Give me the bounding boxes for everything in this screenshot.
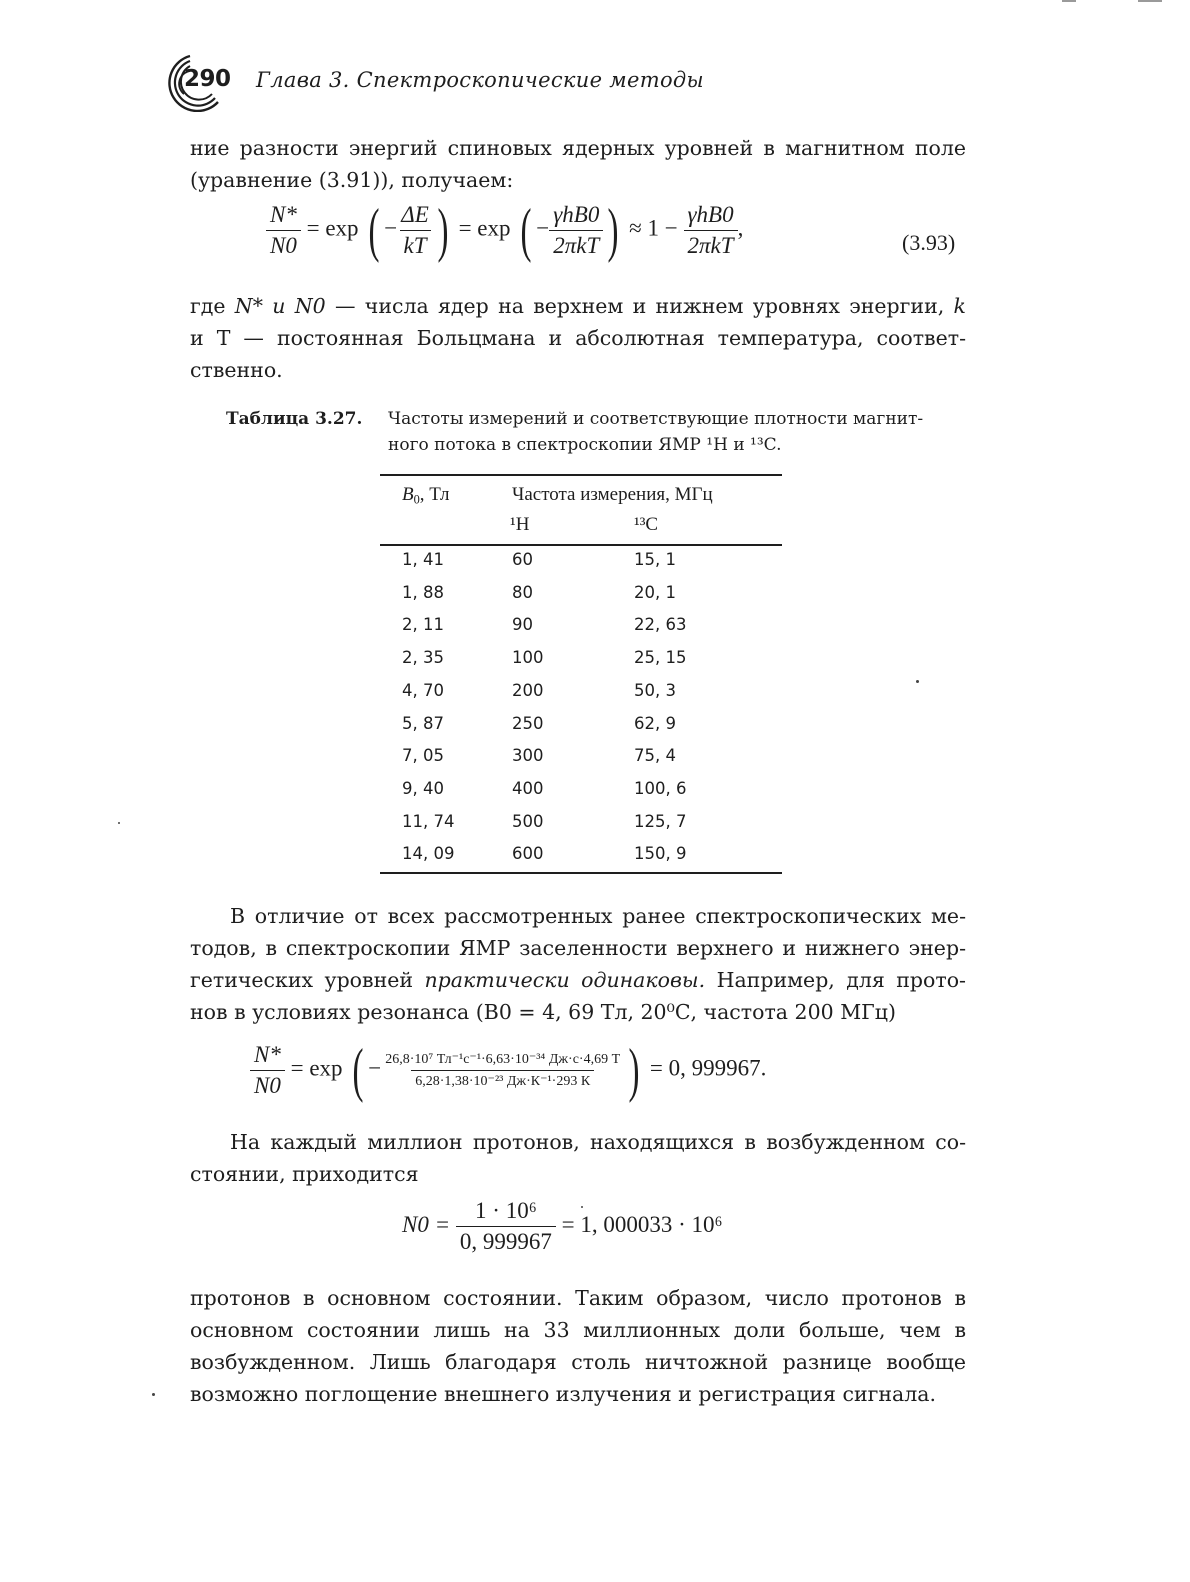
denominator: N0	[266, 230, 301, 259]
table-cell-c: 25, 15	[634, 648, 687, 668]
table-cell-b0: 4, 70	[402, 680, 444, 700]
operator: −	[384, 215, 398, 241]
result: = 1, 000033 · 10⁶	[561, 1211, 723, 1237]
fraction	[683, 202, 737, 259]
text-run: — числа ядер на верхнем и нижнем уровнях энергии,	[335, 294, 945, 318]
text-line: (уравнение (3.91)), получаем:	[190, 168, 514, 192]
table-top-rule	[380, 474, 782, 476]
table-header-rule	[380, 544, 782, 546]
header-1h: ¹H	[510, 514, 530, 535]
function-name: exp	[325, 215, 359, 241]
denominator: kT	[400, 230, 431, 259]
text-line: тодов, в спектроскопии ЯМР заселенности верхнего и нижнего энер-	[190, 936, 966, 960]
page-number-badge	[160, 50, 234, 112]
text-line	[190, 964, 966, 996]
text-line: нов в условиях резонанса (B0 = 4, 69 Тл, 20⁰С, частота 200 МГц)	[190, 1000, 896, 1024]
math-run: N* и N0	[234, 294, 326, 318]
numerator: γhB0	[553, 201, 600, 227]
table-cell-b0: 2, 35	[402, 648, 444, 668]
paragraph-2	[190, 900, 966, 1028]
right-paren: )	[628, 1037, 640, 1103]
scan-speck	[916, 680, 919, 683]
text-line: возбужденном. Лишь благодаря столь ничтожной разнице вообще	[190, 1350, 966, 1374]
table-cell-c: 75, 4	[634, 746, 676, 766]
table-cell-c: 150, 9	[634, 844, 687, 864]
table-cell-c: 20, 1	[634, 582, 676, 602]
lhs: N0 =	[402, 1211, 451, 1237]
table-cell-c: 22, 63	[634, 615, 687, 635]
text-line: и T — постоянная Больцмана и абсолютная температура, соответ-	[190, 326, 966, 350]
table-cell-c: 62, 9	[634, 713, 676, 733]
operator: −	[536, 215, 550, 241]
table-cell-b0: 9, 40	[402, 778, 444, 798]
text-line: В отличие от всех рассмотренных ранее спектроскопических ме-	[230, 904, 966, 928]
table-cell-b0: 5, 87	[402, 713, 444, 733]
running-head	[160, 50, 860, 112]
numerator: γhB0	[687, 201, 734, 227]
header-13c: ¹³C	[634, 514, 659, 535]
table-cell-h: 60	[512, 550, 533, 569]
table-cell-b0: 1, 41	[402, 550, 444, 569]
math-run: k	[953, 294, 966, 318]
denominator: N0	[250, 1070, 285, 1099]
table-cell-h: 200	[512, 680, 544, 700]
numerator: N*	[270, 201, 297, 227]
table-cell-b0: 7, 05	[402, 746, 444, 766]
denominator: 2πkT	[549, 230, 603, 259]
text-line: ние разности энергий спиновых ядерных уровней в магнитном поле	[190, 136, 966, 160]
table-cell-b0: 2, 11	[402, 615, 444, 635]
numerator: N*	[254, 1041, 281, 1067]
scan-speck	[118, 822, 120, 824]
text-line: ственно.	[190, 358, 283, 382]
header-b0: $B_0$, Тл	[402, 484, 450, 507]
text-run: где	[190, 294, 226, 318]
intro-paragraph	[190, 132, 966, 196]
fraction	[266, 202, 301, 259]
numerator: 26,8·10⁷ Тл⁻¹с⁻¹·6,63·10⁻³⁴ Дж·с·4,69 Т	[385, 1051, 621, 1067]
table-cell-h: 80	[512, 582, 533, 602]
table-cell-c: 125, 7	[634, 811, 687, 831]
text-line: стоянии, приходится	[190, 1162, 419, 1186]
left-paren: (	[352, 1037, 364, 1103]
numerator: ΔE	[401, 201, 429, 227]
text-run: гетических уровней	[190, 968, 414, 992]
caption-line: Частоты измерений и соответствующие плотности магнит-	[388, 409, 924, 429]
fraction	[397, 202, 433, 259]
table-cell-b0: 11, 74	[402, 811, 455, 831]
operator: = exp	[290, 1055, 343, 1081]
table-cell-h: 90	[512, 615, 533, 635]
denominator: 0, 999967	[456, 1226, 556, 1255]
text-line: возможно поглощение внешнего излучения и регистрация сигнала.	[190, 1382, 937, 1406]
table-cell-c: 15, 1	[634, 550, 676, 569]
table-cell-h: 250	[512, 713, 544, 733]
right-paren: )	[437, 197, 449, 263]
denominator: 6,28·1,38·10⁻²³ Дж·К⁻¹·293 К	[411, 1070, 594, 1090]
table-cell-h: 300	[512, 746, 544, 766]
table-cell-b0: 14, 09	[402, 844, 455, 864]
denominator: 2πkT	[684, 230, 738, 259]
caption-line: ного потока в спектроскопии ЯМР ¹H и ¹³C.	[388, 435, 782, 455]
table-cell-c: 100, 6	[634, 778, 687, 798]
scan-speck	[152, 1393, 155, 1396]
operator: =	[458, 215, 472, 241]
text-line: На каждый миллион протонов, находящихся в возбужденном со-	[230, 1130, 966, 1154]
right-paren: )	[607, 197, 619, 263]
caption-label: Таблица 3.27.	[226, 409, 363, 429]
function-name: exp	[477, 215, 511, 241]
table-cell-b0: 1, 88	[402, 582, 444, 602]
numerator: 1 · 10⁶	[475, 1198, 537, 1223]
chapter-title: Глава 3. Спектроскопические методы	[256, 68, 704, 92]
fraction	[456, 1198, 556, 1255]
numeric-equation	[250, 1037, 767, 1103]
left-paren: (	[368, 197, 380, 263]
text-line	[190, 290, 966, 322]
text-line: основном состоянии лишь на 33 миллионных доли больше, чем в	[190, 1318, 966, 1342]
fraction	[250, 1042, 285, 1099]
result: = 0, 999967.	[649, 1055, 767, 1081]
emphasis: практически одинаковы.	[424, 968, 706, 992]
table-cell-h: 400	[512, 778, 544, 798]
equation-number: (3.93)	[902, 230, 956, 255]
operator: −	[368, 1055, 382, 1081]
paragraph-3	[190, 1126, 966, 1190]
table-cell-h: 100	[512, 648, 544, 668]
equation-3-93	[266, 197, 744, 263]
left-paren: (	[520, 197, 532, 263]
table-cell-h: 500	[512, 811, 544, 831]
text-line: протонов в основном состоянии. Таким образом, число протонов в	[190, 1286, 966, 1310]
page-number: 290	[184, 66, 231, 92]
paragraph-4	[190, 1282, 966, 1410]
punctuation: ,	[737, 215, 744, 241]
fraction	[549, 202, 603, 259]
table-cell-c: 50, 3	[634, 680, 676, 700]
caption-text	[388, 406, 968, 458]
operator: ≈ 1 −	[629, 215, 678, 241]
fraction	[381, 1051, 624, 1090]
table-bottom-rule	[380, 872, 782, 874]
scan-edge-mark	[1138, 0, 1162, 2]
operator: =	[306, 215, 320, 241]
table-cell-h: 600	[512, 844, 544, 864]
n0-equation	[402, 1198, 723, 1255]
definitions-paragraph	[190, 290, 966, 386]
header-frequency: Частота измерения, МГц	[512, 484, 713, 505]
text-run: Например, для прото-	[716, 968, 966, 992]
scan-edge-mark	[1062, 0, 1076, 2]
